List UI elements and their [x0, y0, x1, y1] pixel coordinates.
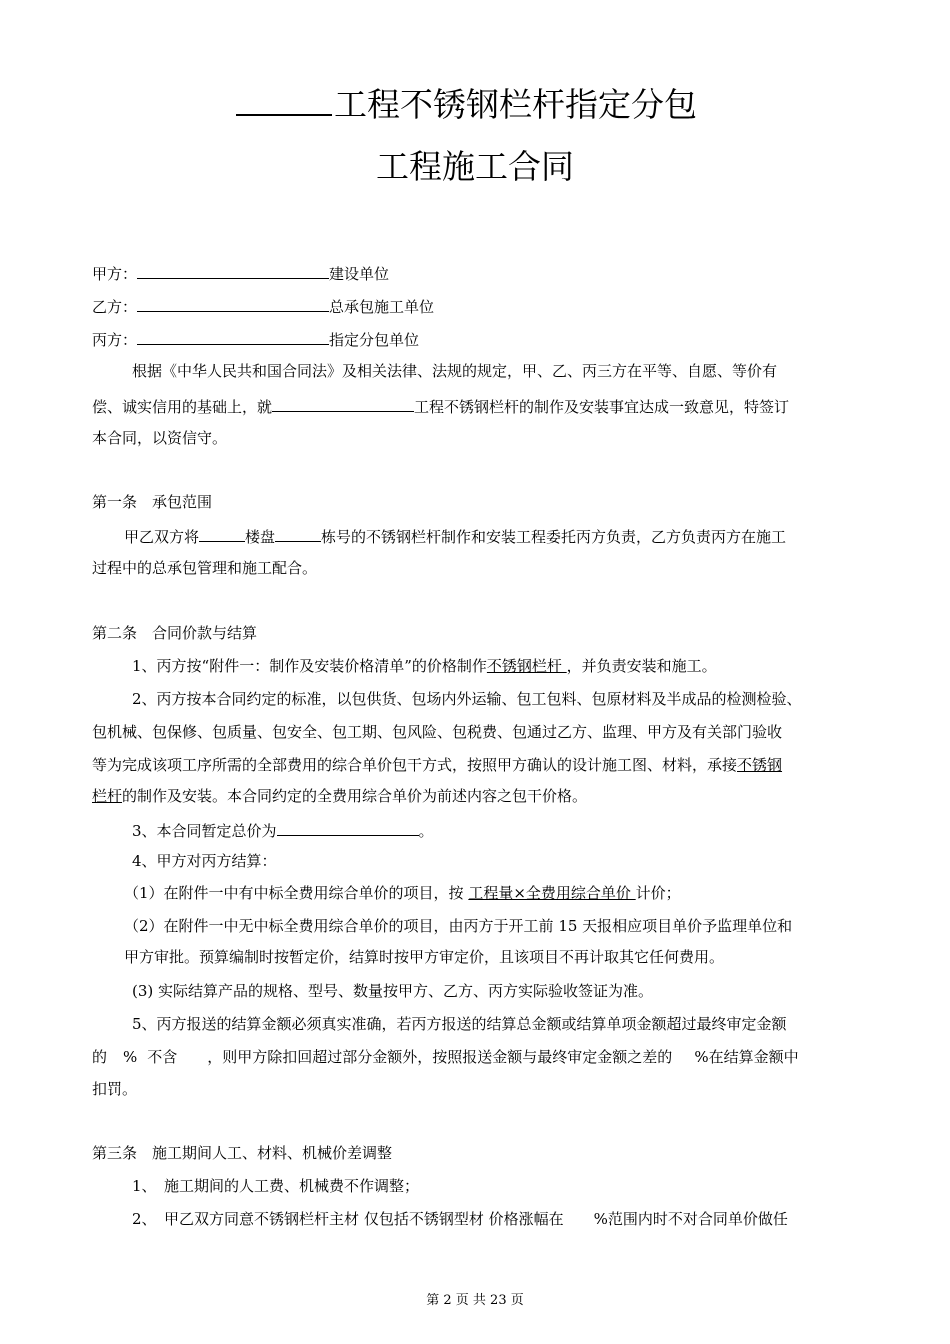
intro-line-3: 本合同，以资信守。	[92, 429, 228, 447]
party-b-blank	[137, 295, 329, 312]
article-2-item-5-line-1: 5、丙方报送的结算金额必须真实准确，若丙方报送的结算总金额或结算单项金额超过最终审定金额	[132, 1015, 787, 1033]
contract-title-line2: 工程施工合同	[376, 147, 574, 186]
project-blank	[272, 395, 414, 412]
article-3-title: 第三条 施工期间人工、材料、机械价差调整	[92, 1144, 393, 1162]
article-2-sub-2-line-1: （2）在附件一中无中标全费用综合单价的项目，由丙方于开工前 15 天报相应项目单价予监理单位和	[124, 917, 793, 935]
article-2-item-2-line-1: 2、丙方按本合同约定的标准，以包供货、包场内外运输、包工包料、包原材料及半成品的检测检验、	[132, 690, 802, 708]
party-c-blank	[137, 328, 329, 345]
party-a-blank	[137, 262, 329, 279]
article-2-title: 第二条 合同价款与结算	[92, 624, 258, 642]
article-2-sub-1: （1）在附件一中有中标全费用综合单价的项目，按 工程量×全费用综合单价 计价；	[124, 884, 681, 902]
contract-title-line1: 工程不锈钢栏杆指定分包	[236, 78, 697, 127]
article-1-line-2: 过程中的总承包管理和施工配合。	[92, 559, 318, 577]
article-2-item-5-line-3: 扣罚。	[92, 1080, 138, 1098]
article-2-item-2-line-4: 栏杆的制作及安装。本合同约定的全费用综合单价为前述内容之包干价格。	[92, 787, 588, 805]
article-2-item-1: 1、丙方按“附件一：制作及安装价格清单”的价格制作不锈钢栏杆 ，并负责安装和施工。	[132, 657, 717, 675]
estate-blank	[199, 525, 245, 542]
article-2-item-2-line-2: 包机械、包保修、包质量、包安全、包工期、包风险、包税费、包通过乙方、监理、甲方及有关部门验收	[92, 723, 783, 741]
article-2-item-3: 3、本合同暂定总价为 。	[132, 819, 864, 841]
total-price-blank	[277, 819, 419, 836]
article-3-item-1: 1、 施工期间的人工费、机械费不作调整；	[132, 1177, 420, 1195]
party-b-row: 乙方： 总承包施工单位	[92, 295, 864, 317]
article-2-item-2-line-3: 等为完成该项工序所需的全部费用的综合单价包干方式，按照甲方确认的设计施工图、材料，承接不锈钢	[92, 756, 783, 774]
article-2-item-5-line-2: 的 % 不含 ，则甲方除扣回超过部分金额外，按照报送金额与最终审定金额之差的 %在结算金额中	[92, 1048, 799, 1066]
party-c-row: 丙方： 指定分包单位	[92, 328, 864, 350]
page-footer: 第 2 页 共 23 页	[426, 1293, 524, 1308]
article-3-item-2: 2、 甲乙双方同意不锈钢栏杆主材 仅包括不锈钢型材 价格涨幅在 %范围内时不对合同单价做任	[132, 1210, 788, 1228]
article-1-line-1: 甲乙双方将 楼盘 栋号的不锈钢栏杆制作和安装工程委托丙方负责，乙方负责丙方在施工	[124, 525, 864, 547]
article-2-sub-2-line-2: 甲方审批。预算编制时按暂定价，结算时按甲方审定价，且该项目不再计取其它任何费用。	[124, 948, 725, 966]
building-blank	[275, 525, 321, 542]
party-a-row: 甲方： 建设单位	[92, 262, 864, 284]
intro-line-2: 偿、诚实信用的基础上，就 工程不锈钢栏杆的制作及安装事宜达成一致意见，特签订	[92, 395, 864, 417]
article-2-item-4: 4、甲方对丙方结算：	[132, 852, 277, 870]
project-name-blank	[236, 78, 332, 116]
article-1-title: 第一条 承包范围	[92, 493, 213, 511]
intro-line-1: 根据《中华人民共和国合同法》及相关法律、法规的规定，甲、乙、丙三方在平等、自愿、等价有	[132, 362, 778, 380]
article-2-sub-3: (3) 实际结算产品的规格、型号、数量按甲方、乙方、丙方实际验收签证为准。	[132, 982, 654, 1000]
